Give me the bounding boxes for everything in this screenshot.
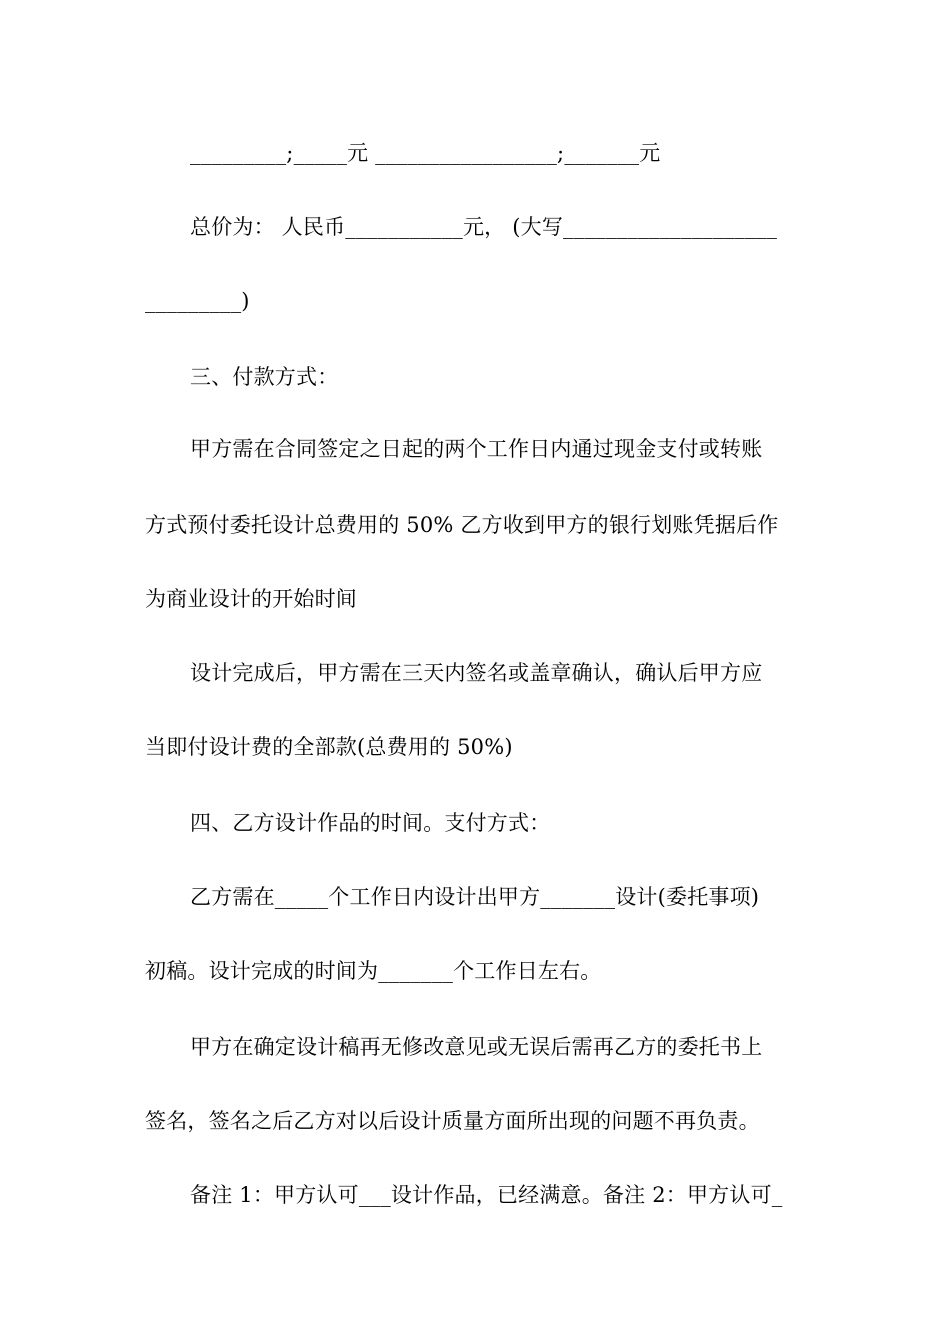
paragraph-line: 方式预付委托设计总费用的 50% 乙方收到甲方的银行划账凭据后作 (145, 513, 779, 537)
section-heading-payment: 三、付款方式： (190, 365, 339, 389)
section-heading-schedule: 四、乙方设计作品的时间。支付方式： (190, 811, 551, 835)
paragraph-line: 甲方在确定设计稿再无修改意见或无误后需再乙方的委托书上 (190, 1035, 763, 1059)
total-price-line: 总价为： 人民币___________元， (大写____________________ (190, 215, 778, 239)
paragraph-line: 初稿。设计完成的时间为_______个工作日左右。 (145, 959, 602, 983)
paragraph-line: 设计完成后，甲方需在三天内签名或盖章确认，确认后甲方应 (190, 661, 763, 685)
remarks-line: 备注 1：甲方认可___设计作品，已经满意。备注 2：甲方认可_ (190, 1183, 783, 1207)
paragraph-line: 签名，签名之后乙方对以后设计质量方面所出现的问题不再负责。 (145, 1109, 760, 1133)
total-price-continuation: _________) (145, 289, 250, 313)
paragraph-line: 当即付设计费的全部款(总费用的 50%) (145, 735, 513, 759)
paragraph-line: 乙方需在_____个工作日内设计出甲方_______设计(委托事项) (190, 885, 760, 909)
price-blanks-line: _________;_____元 _________________;_______元 (190, 141, 661, 165)
paragraph-line: 为商业设计的开始时间 (145, 587, 357, 611)
paragraph-line: 甲方需在合同签定之日起的两个工作日内通过现金支付或转账 (190, 437, 763, 461)
